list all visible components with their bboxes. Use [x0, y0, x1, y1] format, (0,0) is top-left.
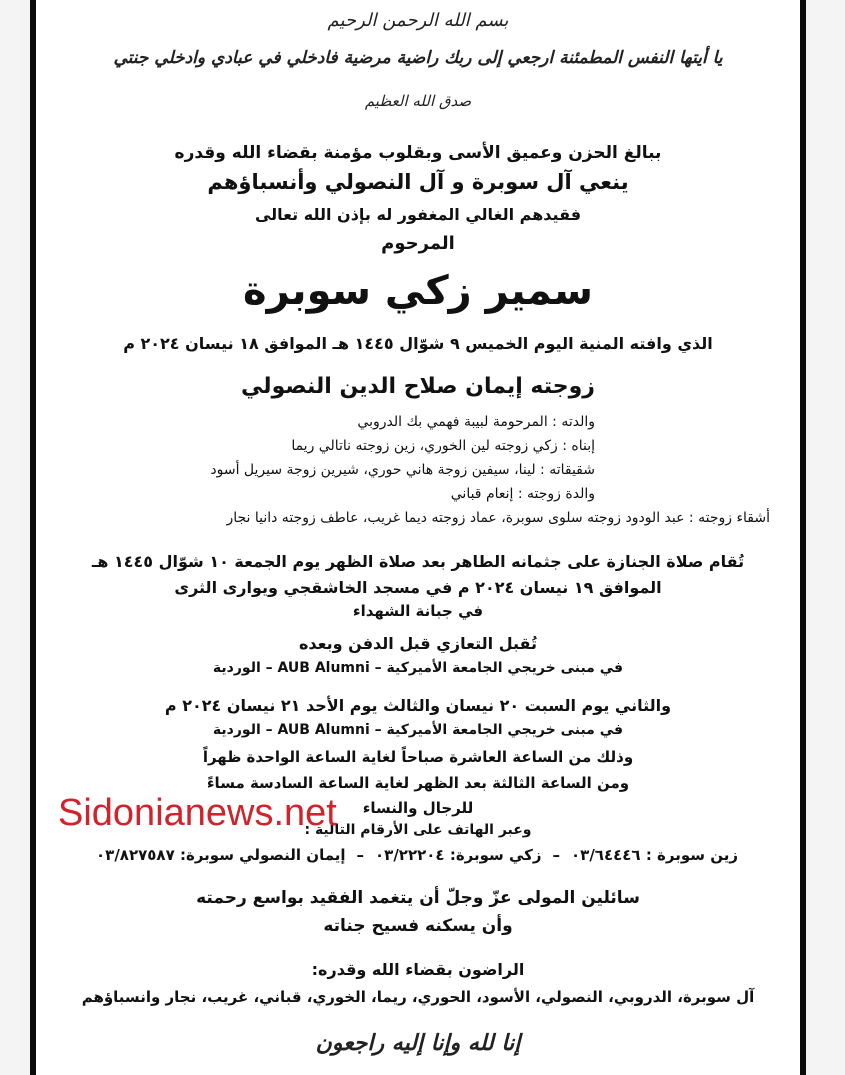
- condolences-afternoon-hours: ومن الساعة الثالثة بعد الظهر لغاية الساعة السادسة مساءً: [206, 774, 630, 792]
- condolences-line-1: تُقبل التعازي قبل الدفن وبعده: [298, 634, 538, 653]
- phone-separator: –: [552, 846, 561, 864]
- sadaqa-allah: صدق الله العظيم: [364, 92, 472, 110]
- funeral-line-2: الموافق ١٩ نيسان ٢٠٢٤ م في مسجد الخاشقجي ويوارى الثرى: [174, 578, 662, 597]
- condolences-venue-2: في مبنى خريجي الجامعة الأميركية – AUB Alumni – الوردية: [212, 722, 624, 738]
- condolences-phone-intro: وعبر الهاتف على الأرقام التالية :: [304, 822, 532, 838]
- footer-calligraphy: إنا لله وإنا إليه راجعون: [315, 1030, 521, 1056]
- phone-numbers-row: [96, 846, 738, 864]
- wife-name: زوجته إيمان صلاح الدين النصولي: [241, 374, 595, 399]
- intro-line-1: ببالغ الحزن وعميق الأسى وبقلوب مؤمنة بقضاء الله وقدره: [174, 143, 662, 163]
- closing-families: آل سوبرة، الدروبي، النصولي، الأسود، الحوري، ريما، الخوري، قباني، غريب، نجار وانسباؤهم: [81, 988, 755, 1006]
- condolences-days: والثاني يوم السبت ٢٠ نيسان والثالث يوم الأحد ٢١ نيسان ٢٠٢٤ م: [164, 696, 672, 715]
- obituary-card: [30, 0, 806, 1075]
- deceased-name: سمير زكي سوبرة: [243, 268, 593, 314]
- prayer-line-1: سائلين المولى عزّ وجلّ أن يتغمد الفقيد بواسع رحمته: [196, 888, 640, 908]
- condolences-morning-hours: وذلك من الساعة العاشرة صباحاً لغاية الساعة الواحدة ظهراً: [202, 748, 634, 766]
- phone-zaki: زكي سوبرة: ٠٣/٢٢٢٠٤: [375, 846, 542, 864]
- death-date-line: الذي وافته المنية اليوم الخميس ٩ شوّال ١٤٤٥ هـ الموافق ١٨ نيسان ٢٠٢٤ م: [123, 334, 713, 353]
- condolences-men-women: للرجال والنساء: [362, 799, 474, 817]
- mother-line: والدته : المرحومة لبيبة فهمي بك الدروبي: [357, 414, 595, 430]
- announcing-families: ينعي آل سوبرة و آل النصولي وأنسباؤهم: [207, 170, 629, 194]
- site-watermark: Sidonianews.net: [58, 792, 337, 834]
- basmala: بسم الله الرحمن الرحيم: [327, 10, 509, 31]
- condolences-venue-1: في مبنى خريجي الجامعة الأميركية – AUB Alumni – الوردية: [212, 660, 624, 676]
- funeral-line-3: في جبانة الشهداء: [352, 602, 484, 620]
- sisters-line: شقيقاته : لينا، سيفين زوجة هاني حوري، شيرين زوجة سيريل أسود: [210, 462, 595, 478]
- sons-line: إبناه : زكي زوجته لين الخوري، زين زوجته ناتالي ريما: [291, 438, 595, 454]
- phone-separator: –: [356, 846, 365, 864]
- wife-siblings-line: أشقاء زوجته : عبد الودود زوجته سلوى سوبرة، عماد زوجته ديما غريب، عاطف زوجته دانيا نجار: [226, 510, 770, 526]
- mother-in-law-line: والدة زوجته : إنعام قباني: [450, 486, 595, 502]
- intro-line-3: فقيدهم الغالي المغفور له بإذن الله تعالى: [254, 205, 582, 224]
- phone-eman: إيمان النصولي سوبرة: ٠٣/٨٢٧٥٨٧: [96, 846, 346, 864]
- closing-title: الراضون بقضاء الله وقدره:: [311, 960, 525, 979]
- prayer-line-2: وأن يسكنه فسيح جناته: [323, 916, 513, 936]
- phone-zein: زين سوبرة : ٠٣/٦٤٤٤٦: [571, 846, 738, 864]
- quran-verse: يا أيتها النفس المطمئنة ارجعي إلى ربك راضية مرضية فادخلي في عبادي وادخلي جنتي: [113, 48, 723, 68]
- al-marhoum-label: المرحوم: [381, 233, 455, 254]
- funeral-line-1: تُقام صلاة الجنازة على جثمانه الطاهر بعد صلاة الظهر يوم الجمعة ١٠ شوّال ١٤٤٥ هـ: [91, 552, 745, 571]
